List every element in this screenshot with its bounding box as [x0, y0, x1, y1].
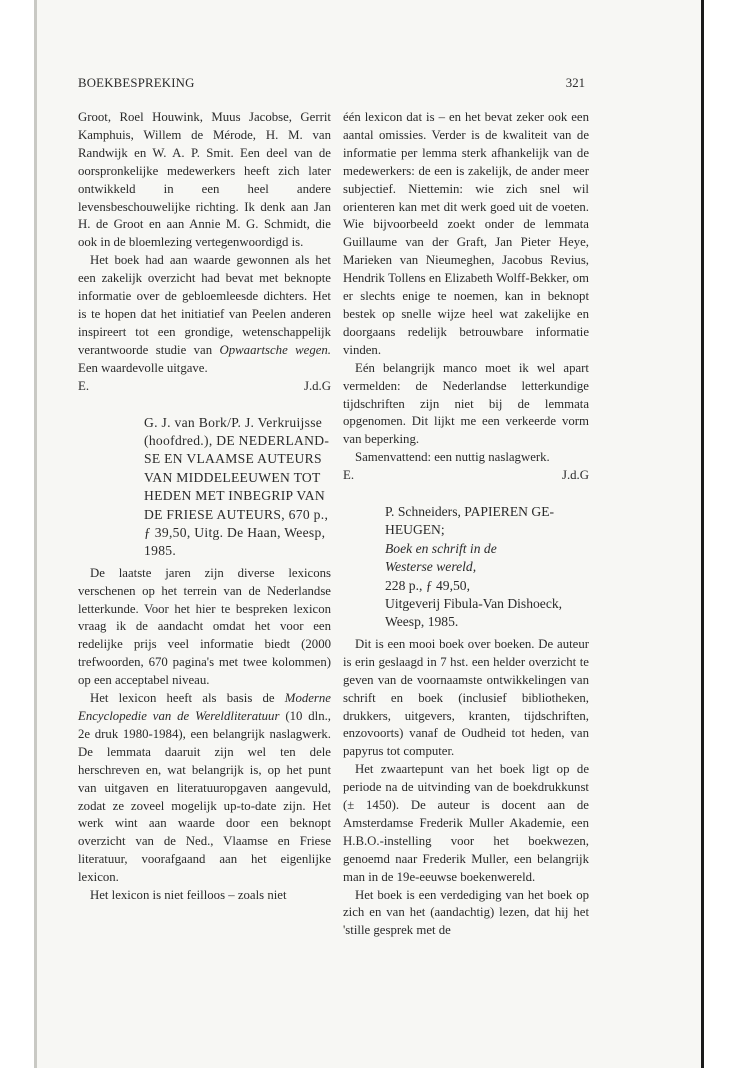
heading-line: G. J. van Bork/P. J. Verkruijsse	[144, 414, 323, 430]
paragraph: Samenvattend: een nuttig naslagwerk.	[355, 450, 550, 465]
paragraph: De laatste jaren zijn diverse lexicons verschenen op het terrein van de Nederlandse letterkunde. Voor het hier te bespreken lexicon vraag ik de aandacht omdat het voor een redelijke prijs veel informatie biedt (2000 trefwoorden, 670 pagina's met twee kolommen) op een acceptabel niveau.	[78, 565, 331, 688]
heading-line: (hoofdred.), DE NEDERLAND-	[144, 432, 330, 448]
paragraph: één lexicon dat is – en het bevat zeker ook een aantal omissies. Verder is de kwaliteit van de informatie per lemma sterk afhankelijk van de medewerkers: de een is zakelijk, de ander meer subjectief. Niettemin: wie zich snel wil orienteren kan met dit werk goed uit de voeten. Wie bijvoorbeeld zoekt onder de lemmata Guillaume van der Graft, Jan Pieter Heye, Marieken van Nieumeghen, Jacobus Revius, Hendrik Tollens en Elizabeth Wolff-Bekker, om er slechts enige te noemen, kan in beknopt bestek op snelle wijze heel wat zakelijke en doorgaans redelijk betrouwbare informatie vinden.	[343, 110, 589, 357]
heading-line: HEDEN MET INBEGRIP VAN	[144, 488, 325, 504]
page-binding-edge	[34, 0, 37, 1068]
book-subtitle: Westerse wereld,	[385, 559, 477, 575]
heading-line: VAN MIDDELEEUWEN TOT	[144, 469, 321, 485]
heading-line: DE FRIESE AUTEURS, 670 p.,	[144, 506, 329, 522]
left-column	[78, 109, 331, 905]
paragraph: Dit is een mooi boek over boeken. De auteur is erin geslaagd in 7 hst. een helder overzicht te geven van de voornaamste ontwikkelingen van schrift en boek (inclusief bibliotheken, drukkers, uitgevers, kranten, tijdschriften, enzovoorts) vanaf de Oudheid tot heden, van papyrus tot computer.	[343, 636, 589, 759]
paragraph: Eén belangrijk manco moet ik wel apart vermelden: de Nederlandse letterkundige tijdschriften zijn niet bij de lemmata opgenomen. Dit lijkt me een verkeerde vorm van beperking.	[343, 360, 589, 447]
heading-line: 1985.	[144, 543, 177, 559]
heading-line: Weesp, 1985.	[385, 614, 459, 630]
heading-line	[385, 521, 589, 558]
signature-name: J.d.G	[303, 378, 331, 393]
paragraph-text: (10 dln., 2e druk 1980-1984), een belangrijk naslagwerk. De lemmata daaruit zijn wel ten dele herschreven en, wat belangrijk is, op het punt van uitgaven en literatuuropgaven aangevuld, zodat ze zoveel mogelijk up-to-date zijn. Het werk wint aan waarde door een beknopt overzicht van de Ned., Vlaamse en Friese literatuur, voorafgaand aan het eigenlijke lexicon.	[78, 709, 331, 885]
right-column	[343, 109, 589, 940]
heading-line: ƒ 39,50, Uitg. De Haan, Weesp,	[144, 524, 326, 540]
reviewer-signature	[78, 378, 331, 396]
heading-line: P. Schneiders, PAPIEREN GE-	[385, 504, 555, 520]
paragraph: Het boek is een verdediging van het boek op zich en van het (aandachtig) lezen, dat hij het 'stille gesprek met de	[343, 887, 589, 938]
book-subtitle: Boek en schrift in de	[385, 540, 497, 556]
reviewer-signature	[343, 467, 589, 485]
review-heading	[78, 414, 331, 561]
paragraph: Groot, Roel Houwink, Muus Jacobse, Gerrit Kamphuis, Willem de Mérode, H. M. van Randwijk en W. A. P. Smit. Een deel van de oorspronkelijke medewerkers heeft zich later ontwikkeld in een heel andere levensbeschouwelijke richting. Ik denk aan Jan H. de Groot en aan Annie M. G. Schmidt, die ook in de bloemlezing vertegenwoordigd is.	[78, 110, 331, 250]
heading-line: SE EN VLAAMSE AUTEURS	[144, 451, 322, 467]
paragraph-text: Het lexicon heeft als basis de	[90, 691, 285, 706]
paragraph	[78, 252, 331, 377]
book-title: Opwaartsche wegen.	[219, 342, 332, 357]
signature-initial: E.	[343, 468, 355, 483]
heading-line	[385, 558, 589, 595]
heading-line: Uitgeverij Fibula-Van Dishoeck,	[385, 596, 563, 612]
section-title: BOEKBESPREKING	[78, 76, 195, 90]
paragraph: Het zwaartepunt van het boek ligt op de periode na de uitvinding van de boekdrukkunst (± 1450). De auteur is docent aan de Amsterdamse Frederik Muller Akademie, een H.B.O.-instelling voor het boekwezen, genoemd naar Frederik Muller, een belangrijk man in de 19e-eeuwse boekenwereld.	[343, 762, 589, 884]
paragraph-text: Een waardevolle uitgave.	[78, 360, 208, 375]
paragraph-text: Het boek had aan waarde gewonnen als het een zakelijk overzicht had bevat met beknopte informatie over de gebloemleesde dichters. Het is te hopen dat het initiatief van Peelen anderen inspireert tot een grondige, wetenschappelijk verantwoorde studie van	[78, 253, 331, 357]
heading-text: 228 p., ƒ 49,50,	[385, 577, 470, 593]
paragraph	[78, 690, 331, 887]
page-right-edge	[701, 0, 704, 1068]
heading-text: HEUGEN;	[385, 522, 445, 538]
paragraph: Het lexicon is niet feilloos – zoals niet	[90, 888, 287, 903]
book-title: Moderne Encyclopedie van de Wereldliteratuur	[78, 691, 331, 723]
signature-initial: E.	[78, 378, 90, 393]
signature-name: J.d.G	[561, 468, 589, 483]
review-heading	[343, 503, 589, 632]
page-number: 321	[565, 76, 585, 90]
